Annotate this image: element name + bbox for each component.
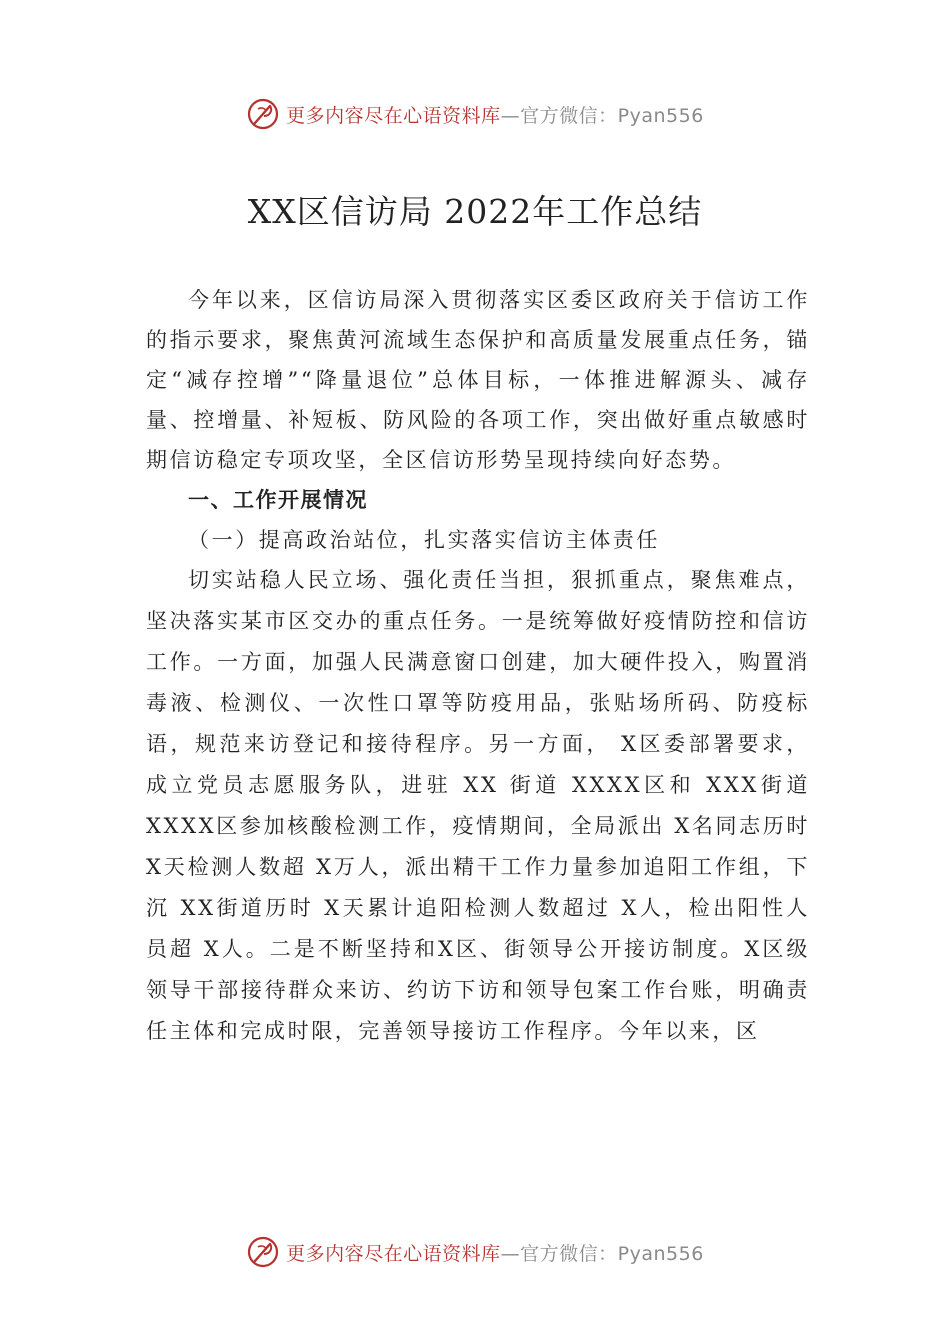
document-title: XX区信访局 2022年工作总结 <box>247 192 703 231</box>
quill-logo-icon <box>246 1235 280 1269</box>
quill-logo-icon <box>246 97 280 131</box>
banner-wechat-text: —官方微信：Pyan556 <box>500 1242 704 1265</box>
banner-text <box>286 1239 704 1266</box>
paragraph-intro: 今年以来，区信访局深入贯彻落实区委区政府关于信访工作的指示要求，聚焦黄河流域生态保护和高质量发展重点任务，锚定“减存控增”“降量退位”总体目标，一体推进解源头、减存量、控增量、补短板、防风险的各项工作，突出做好重点敏感时期信访稳定专项攻坚，全区信访形势呈现持续向好态势。 <box>146 288 810 472</box>
banner-wechat-text: —官方微信：Pyan556 <box>500 104 704 127</box>
footer-banner <box>0 1230 950 1274</box>
banner-brand-text: 更多内容尽在心语资料库 <box>286 104 501 127</box>
paragraph-body: 切实站稳人民立场、强化责任当担，狠抓重点，聚焦难点，坚决落实某市区交办的重点任务。一是统筹做好疫情防控和信访工作。一方面，加强人民满意窗口创建，加大硬件投入，购置消毒液、检测仪、一次性口罩等防疫用品，张贴场所码、防疫标语，规范来访登记和接待程序。另一方面， X区委部署要求，成立党员志愿服务队，进驻 XX 街道 XXXX区和 XXX街道 XXXX区参加核酸检测工作，疫情期间，全局派出 X名同志历时 X天检测人数超 X万人，派出精干工作力量参加追阳工作组，下沉 XX街道历时 X天累计追阳检测人数超过 X人，检出阳性人员超 X人。二是不断坚持和X区、街领导公开接访制度。X区级领导干部接待群众来访、约访下访和领导包案工作台账，明确责任主体和完成时限，完善领导接访工作程序。今年以来，区 <box>146 568 810 1043</box>
subsection-heading: （一）提高政治站位，扎实落实信访主体责任 <box>188 528 660 552</box>
section-heading: 一、工作开展情况 <box>188 488 368 512</box>
banner-text <box>286 101 704 128</box>
header-banner <box>0 92 950 136</box>
document-body <box>146 280 810 1052</box>
banner-brand-text: 更多内容尽在心语资料库 <box>286 1242 501 1265</box>
